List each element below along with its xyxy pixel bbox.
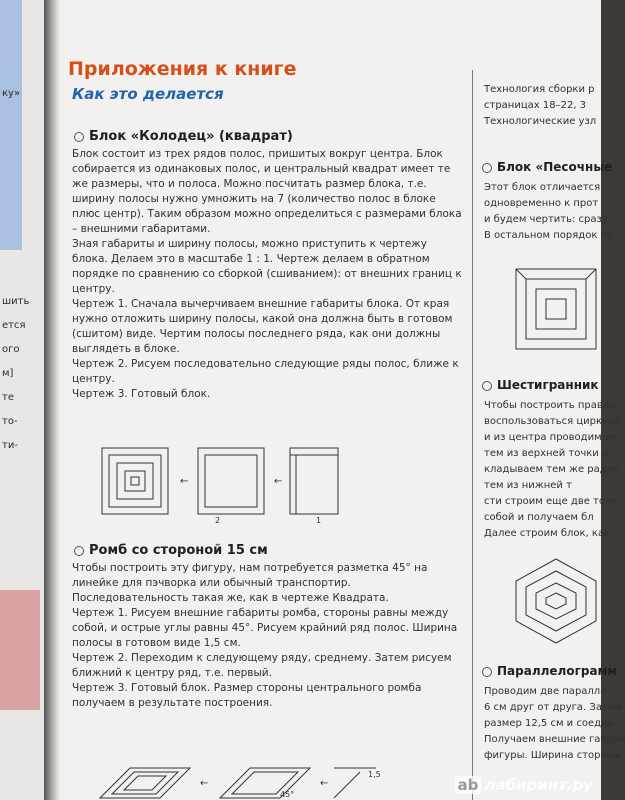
left-page-fragment: то- [2, 416, 18, 427]
hexagon-line: воспользоваться циркуле [484, 416, 621, 427]
left-page-fragment: ку» [2, 88, 21, 99]
adjacent-left-page [0, 0, 44, 800]
sand-line: Этот блок отличается [484, 182, 601, 193]
hexagon-line: тем из нижней т [484, 480, 572, 491]
paragraph: Чертеж 3. Готовый блок. Размер стороны центрального ромба получаем в результате построения. [72, 682, 422, 709]
hexagon-line: Далее строим блок, как [484, 528, 611, 539]
column-divider [472, 70, 473, 800]
hexagon-line: Чтобы построить правил [484, 400, 616, 411]
paragraph: Чертеж 2. Рисуем последовательно следующие ряды полос, ближе к центру. [72, 358, 459, 385]
section-title-text: Шестигранник [497, 378, 599, 392]
section-title-rhomb [74, 543, 268, 558]
rhomb-instructions [72, 561, 464, 711]
arrow-left-icon: ← [200, 778, 209, 789]
section-title-text: Блок «Колодец» (квадрат) [89, 129, 293, 144]
hexagon-block-diagram [512, 555, 601, 645]
paragraph: Чтобы построить эту фигуру, нам потребуется разметка 45° на линейке для пэчворка или обычный транспортир. Последовательность такая же, как в чертеже Квадрата. [72, 562, 428, 604]
watermark-text: лабиринт.ру [484, 776, 593, 794]
angle-label: 45° [280, 790, 295, 799]
right-intro-line: Технологические узл [484, 116, 597, 127]
arrow-left-icon: ← [180, 476, 189, 487]
rhomb-drawing-2 [220, 768, 310, 798]
paragraph: Блок состоит из трех рядов полос, пришитых вокруг центра. Блок собирается из одинаковых полос, и центральный квадрат имеет те же размеры, что и полоса. Можно посчитать размер блока, т.е. ширину полосы нужно умножить на 7 (количество полос в блоке плюс центр). Таким образом можно определиться с размерами блока – внешними габаритами. [72, 148, 462, 235]
page-gutter [44, 0, 60, 800]
paragraph: Чертеж 2. Переходим к следующему ряду, среднему. Затем рисуем ближний к центру ряд, т.е. первый. [72, 652, 452, 679]
sand-line: В остальном порядок по [484, 230, 614, 241]
section-title-text: Параллелограмм [497, 664, 618, 678]
section-title-parallelogram [482, 664, 617, 678]
drawing-number: 2 [215, 516, 221, 525]
drawing-number: 1 [316, 516, 322, 525]
left-page-fragment: ти- [2, 440, 18, 451]
paragraph: Чертеж 3. Готовый блок. [72, 388, 211, 400]
left-page-photo [0, 0, 22, 250]
section-title-square [74, 129, 293, 144]
circle-bullet-icon [482, 667, 492, 677]
hexagon-line: и из центра проводим ок [484, 432, 617, 443]
paragraph: Зная габариты и ширину полосы, можно приступить к чертежу блока. Делаем это в масштабе 1 : 1. Чертеж делаем в обратном порядке по сравнению со сборкой (сшиванием): от внешних границ к центру. [72, 238, 462, 295]
paragraph: Чертеж 1. Сначала вычерчиваем внешние габариты блока. От края нужно отложить ширину полосы, какой она должна быть в готовом (сшитом) виде. Чертим полосы последнего ряда, как они должны выглядеть в блоке. [72, 298, 453, 355]
square-instructions [72, 147, 464, 402]
paragraph: Чертеж 1. Рисуем внешние габариты ромба, стороны равны между собой, и острые углы равны 45°. Рисуем крайний ряд полос. Ширина полосы в готовом виде 1,5 см. [72, 607, 458, 649]
rhomb-block-diagrams [90, 742, 380, 800]
square-drawing-1 [290, 448, 338, 514]
circle-bullet-icon [74, 546, 84, 556]
left-page-fabric-photo [0, 590, 40, 710]
left-page-fragment: те [2, 392, 14, 403]
watermark [455, 776, 593, 794]
strip-width-label: 1,5 [368, 770, 381, 779]
page-subtitle: Как это делается [72, 85, 224, 103]
sand-line: и будем чертить: сразу [484, 214, 608, 225]
parallelogram-line: 6 см друг от друга. Затем [484, 702, 622, 713]
square-drawing-2 [198, 448, 264, 514]
hexagon-line: сти строим еще две точк [484, 496, 617, 507]
hexagon-line: тем из верхней точки р [484, 448, 609, 459]
section-title-text: Блок «Песочные [497, 160, 613, 174]
square-drawing-3 [102, 448, 168, 514]
parallelogram-line: фигуры. Ширина стороны [484, 750, 622, 761]
left-page-fragment: ется [2, 320, 26, 331]
page-title: Приложения к книге [68, 58, 297, 80]
circle-bullet-icon [482, 381, 492, 391]
arrow-left-icon: ← [320, 778, 329, 789]
left-page-fragment: ого [2, 344, 20, 355]
parallelogram-line: Проводим две паралле [484, 686, 607, 697]
section-title-sand [482, 160, 612, 174]
left-page-fragment: м] [2, 368, 14, 379]
rhomb-drawing-3 [100, 768, 190, 798]
sand-line: одновременно к прот [484, 198, 599, 209]
hexagon-line: собой и получаем бл [484, 512, 594, 523]
hexagon-line: кладываем тем же радиу [484, 464, 620, 475]
parallelogram-line: Получаем внешние габари [484, 734, 625, 745]
circle-bullet-icon [482, 163, 492, 173]
parallelogram-line: размер 12,5 см и соедин [484, 718, 615, 729]
arrow-left-icon: ← [274, 476, 283, 487]
sand-block-diagram [512, 265, 601, 355]
section-title-text: Ромб со стороной 15 см [89, 543, 268, 558]
right-intro-line: Технология сборки р [484, 84, 595, 95]
right-intro-line: страницах 18–22, 3 [484, 100, 587, 111]
left-page-fragment: шить [2, 296, 30, 307]
watermark-logo-icon: ab [455, 776, 482, 794]
circle-bullet-icon [74, 132, 84, 142]
section-title-hexagon [482, 378, 599, 392]
